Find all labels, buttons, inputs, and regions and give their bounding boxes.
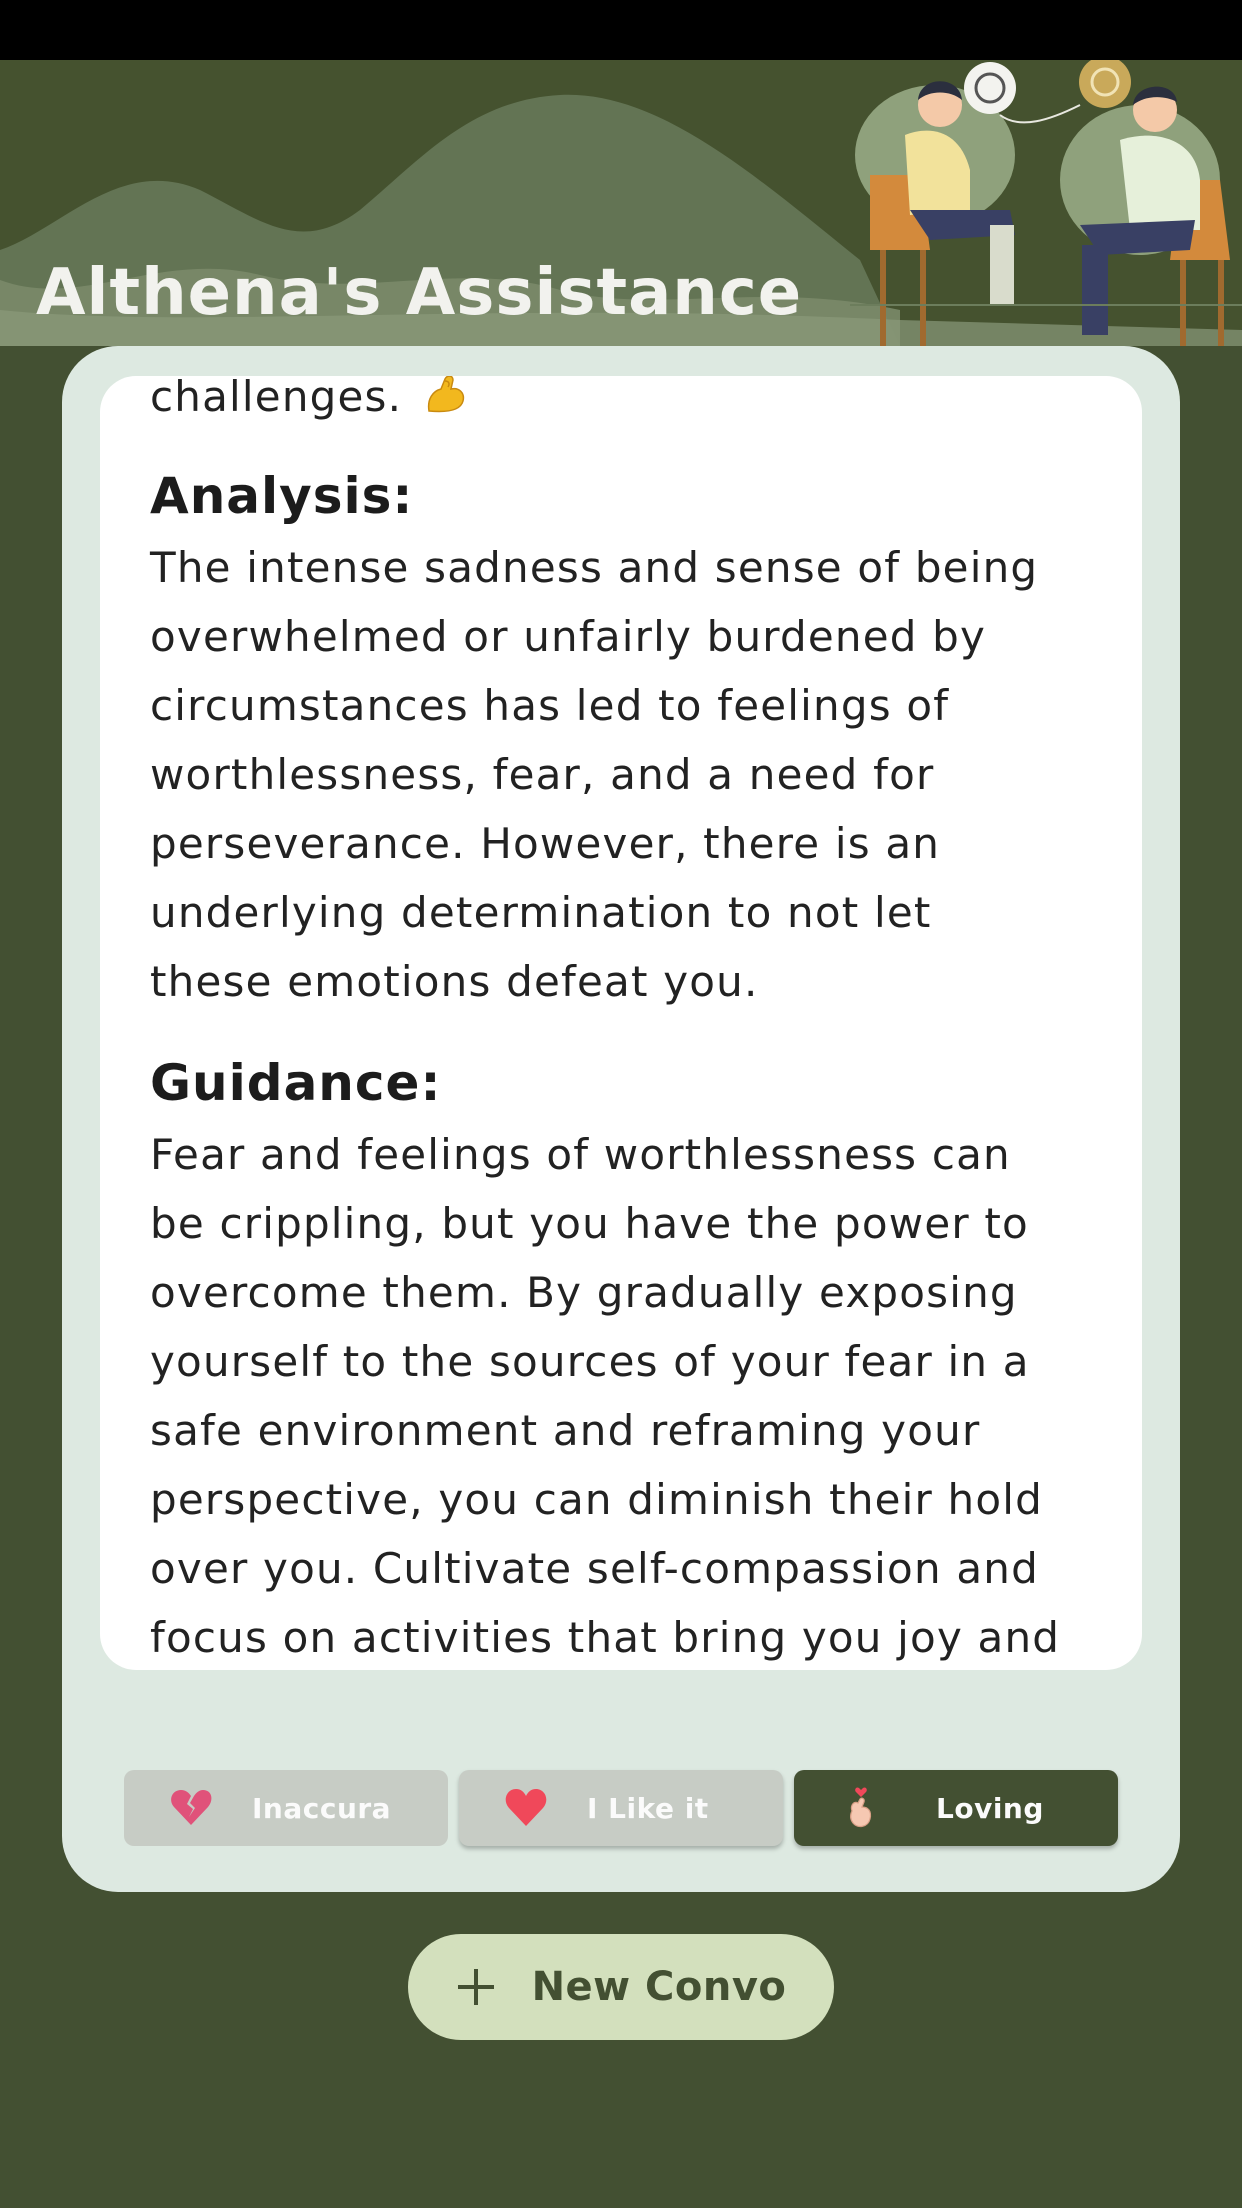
- app-title: Althena's Assistance: [36, 256, 803, 330]
- reaction-inaccurate-label: Inaccura: [252, 1791, 392, 1825]
- text-line: perspective, you can diminish their hold: [150, 1475, 1044, 1524]
- reaction-like-button[interactable]: [459, 1770, 783, 1846]
- guidance-section: [150, 1052, 1110, 1670]
- text-line: underlying determination to not let: [150, 888, 932, 937]
- plus-icon: [456, 1967, 496, 2007]
- new-convo-button[interactable]: [408, 1934, 834, 2040]
- analysis-section: [150, 465, 1110, 1016]
- text-line: over you. Cultivate self-compassion and: [150, 1544, 1039, 1593]
- therapy-illustration: [850, 60, 1242, 346]
- red-heart-icon: [503, 1785, 549, 1831]
- text-line: circumstances has led to feelings of: [150, 681, 950, 730]
- text-line: yourself to the sources of your fear in a: [150, 1337, 1030, 1386]
- guidance-body: [150, 1120, 1110, 1670]
- text-line: overcome them. By gradually exposing: [150, 1268, 1018, 1317]
- text-line: focus on activities that bring you joy and: [150, 1613, 1061, 1662]
- text-line: safe environment and reframing your: [150, 1406, 981, 1455]
- reaction-loving-button[interactable]: [794, 1770, 1118, 1846]
- reaction-bar: [124, 1770, 1118, 1846]
- new-convo-label: New Convo: [531, 1964, 787, 2010]
- text-line: overwhelmed or unfairly burdened by: [150, 612, 987, 661]
- analysis-heading: Analysis:: [150, 467, 414, 525]
- broken-heart-icon: [168, 1785, 214, 1831]
- status-bar: [0, 0, 1242, 60]
- text-line: be crippling, but you have the power to: [150, 1199, 1029, 1248]
- message-scroll-content: [150, 376, 1110, 1670]
- reaction-inaccurate-button[interactable]: [124, 1770, 448, 1846]
- analysis-body: [150, 533, 1110, 1016]
- text-line: perseverance. However, there is an: [150, 819, 941, 868]
- guidance-heading: Guidance:: [150, 1054, 442, 1112]
- flexed-biceps-icon: [423, 376, 469, 417]
- text-line: these emotions defeat you.: [150, 957, 759, 1006]
- message-lead-text: challenges.: [150, 376, 403, 421]
- assistant-message[interactable]: [100, 376, 1142, 1670]
- text-line: The intense sadness and sense of being: [150, 543, 1039, 592]
- reaction-loving-label: Loving: [936, 1791, 1044, 1825]
- text-line: Fear and feelings of worthlessness can: [150, 1130, 1011, 1179]
- reaction-like-label: I Like it: [587, 1791, 709, 1825]
- finger-heart-hand-icon: [838, 1785, 884, 1831]
- text-line: worthlessness, fear, and a need for: [150, 750, 935, 799]
- message-lead-line: [150, 376, 1110, 431]
- chat-card: [62, 346, 1180, 1892]
- app-header: [0, 60, 1242, 346]
